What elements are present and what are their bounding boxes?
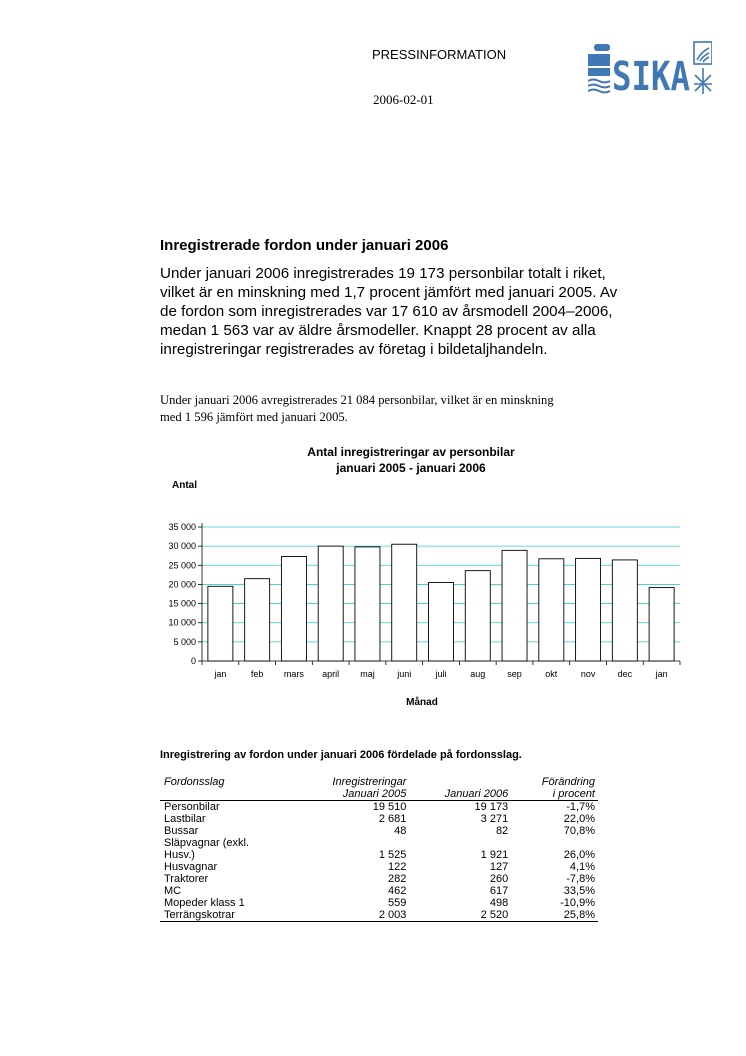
cell-change: -7,8%: [566, 873, 595, 885]
chart-xtick-label: juni: [397, 669, 412, 679]
chart-ytick-label: 35 000: [168, 522, 196, 532]
logo-text: SIKA: [612, 54, 690, 96]
chart-ytick-label: 10 000: [168, 617, 196, 628]
cell-jan2005: 282: [388, 873, 407, 885]
table-row: [160, 873, 598, 885]
chart-bar: [539, 559, 564, 661]
chart-bar: [245, 579, 270, 661]
cell-change: -1,7%: [566, 801, 595, 813]
cell-jan2005: 19 510: [372, 801, 407, 813]
cell-jan2005: 2 003: [378, 909, 407, 921]
chart-xtick-label: jan: [214, 669, 227, 679]
table-row: [160, 909, 598, 922]
header-change-line2: i procent: [552, 788, 595, 800]
chart-bar: [318, 546, 343, 661]
intro-line: de fordon som inregistrerades var 17 610 av årsmodell 2004–2006,: [160, 303, 613, 320]
cell-jan2006: 1 921: [480, 849, 509, 861]
cell-type: Personbilar: [164, 801, 220, 813]
chart-title-line: januari 2005 - januari 2006: [336, 461, 486, 475]
registrations-bar-chart: [150, 440, 690, 715]
chart-xlabel: Månad: [406, 697, 438, 708]
chart-bar: [355, 547, 380, 661]
cell-type: Terrängskotrar: [164, 909, 235, 921]
cell-change: [511, 837, 598, 849]
cell-type: Släpvagnar (exkl.: [164, 837, 249, 849]
vehicle-registration-table: [160, 776, 598, 922]
cell-type: Mopeder klass 1: [164, 897, 245, 909]
header-fordonsslag: Fordonsslag: [164, 776, 225, 788]
intro-line: medan 1 563 var av äldre årsmodeller. Knappt 28 procent av alla: [160, 322, 596, 339]
table-row: [160, 849, 598, 861]
para2-line: Under januari 2006 avregistrerades 21 084 personbilar, vilket är en minskning: [160, 393, 554, 407]
chart-xtick-label: okt: [545, 669, 558, 679]
chart-bar: [208, 586, 233, 661]
cell-type: Lastbilar: [164, 813, 206, 825]
cell-jan2005: 122: [388, 861, 407, 873]
cell-jan2005: 48: [394, 825, 407, 837]
chart-bar: [465, 571, 490, 661]
cell-jan2005: 1 525: [378, 849, 407, 861]
cell-jan2006: [409, 837, 511, 849]
chart-xtick-label: dec: [617, 669, 633, 679]
cell-jan2006: 19 173: [474, 801, 509, 813]
chart-title-line: Antal inregistreringar av personbilar: [307, 445, 515, 459]
chart-xtick-label: sep: [507, 669, 522, 679]
table-row: [160, 861, 598, 873]
cell-change: 70,8%: [563, 825, 595, 837]
table-row: [160, 885, 598, 897]
cell-jan2006: 82: [495, 825, 509, 837]
para2-line: med 1 596 jämfört med januari 2005.: [160, 410, 348, 424]
press-label: PRESSINFORMATION: [372, 47, 507, 62]
cell-type: Bussar: [164, 825, 199, 837]
cell-jan2006: 2 520: [480, 909, 509, 921]
cell-jan2005: 559: [388, 897, 407, 909]
chart-ytick-label: 25 000: [168, 560, 196, 571]
chart-xtick-label: feb: [250, 669, 264, 679]
chart-xtick-label: jan: [655, 669, 668, 679]
intro-line: vilket är en minskning med 1,7 procent jämfört med januari 2005. Av: [160, 284, 618, 301]
cell-change: 4,1%: [569, 861, 595, 873]
table-row: [160, 801, 598, 814]
chart-ytick-label: 0: [190, 656, 196, 666]
sika-logo: [588, 40, 712, 96]
table-title: Inregistrering av fordon under januari 2006 fördelade på fordonsslag.: [160, 749, 522, 761]
chart-bar: [612, 560, 637, 661]
cell-type: Traktorer: [164, 873, 209, 885]
chart-xtick-label: maj: [360, 669, 375, 679]
intro-line: Under januari 2006 inregistrerades 19 173 personbilar totalt i riket,: [160, 265, 606, 282]
cell-change: 25,8%: [563, 909, 595, 921]
chart-bar: [281, 556, 306, 661]
cell-change: 26,0%: [563, 849, 595, 861]
cell-jan2006: 617: [489, 885, 509, 897]
chart-ylabel: Antal: [172, 480, 197, 491]
table-row: [160, 825, 598, 837]
chart-bar: [392, 544, 417, 661]
chart-ytick-label: 5 000: [173, 636, 196, 647]
header-jan2005-line1: Inregistreringar: [332, 776, 407, 788]
logo-right-mark: [694, 42, 712, 94]
header-jan2006: Januari 2006: [444, 788, 509, 800]
cell-change: 33,5%: [563, 885, 595, 897]
chart-xtick-label: aug: [470, 669, 486, 679]
table-row: [160, 837, 598, 849]
chart-bar: [502, 550, 527, 661]
chart-ytick-label: 30 000: [168, 541, 196, 552]
press-date: 2006-02-01: [373, 92, 434, 107]
cell-change: 22,0%: [563, 813, 595, 825]
article-title: Inregistrerade fordon under januari 2006: [160, 237, 449, 254]
header-jan2005-line2: Januari 2005: [342, 788, 407, 800]
chart-bar: [649, 588, 674, 661]
cell-jan2006: 127: [489, 861, 509, 873]
header-jan2005: [293, 776, 410, 801]
table-row: [160, 813, 598, 825]
chart-bar: [576, 558, 601, 661]
header-change: [511, 776, 598, 801]
cell-jan2006: 260: [489, 873, 509, 885]
intro-paragraph: [160, 264, 680, 359]
chart-bar: [428, 583, 453, 661]
cell-type: Husvagnar: [164, 861, 218, 873]
deregistration-paragraph: [160, 392, 680, 426]
cell-type: MC: [164, 885, 182, 897]
cell-change: -10,9%: [560, 897, 595, 909]
chart-xtick-label: mars: [283, 669, 304, 679]
chart-xtick-label: april: [322, 669, 340, 679]
cell-jan2005: 462: [388, 885, 407, 897]
cell-jan2006: 498: [489, 897, 509, 909]
chart-ytick-label: 20 000: [168, 579, 196, 590]
header-change-line1: Förändring: [541, 776, 595, 788]
chart-xtick-label: juli: [435, 669, 447, 679]
cell-type: Husv.): [164, 849, 195, 861]
chart-xtick-label: nov: [580, 669, 596, 679]
chart-ytick-label: 15 000: [168, 598, 196, 609]
table-row: [160, 897, 598, 909]
table-header-row: [160, 776, 598, 801]
cell-jan2006: 3 271: [480, 813, 509, 825]
cell-jan2005: 2 681: [378, 813, 407, 825]
logo-left-mark: [588, 44, 610, 93]
cell-jan2005: [293, 837, 410, 849]
intro-line: inregistreringar registrerades av företag i bildetaljhandeln.: [160, 341, 548, 358]
